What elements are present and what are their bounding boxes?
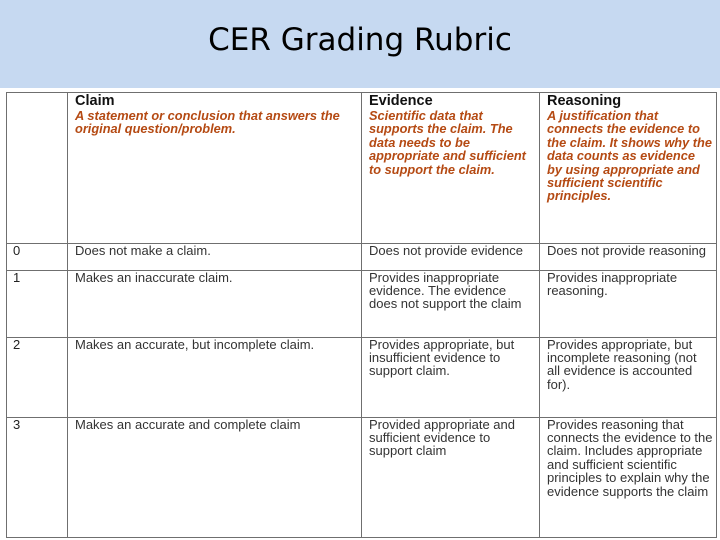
reasoning-cell: Provides inappropriate reasoning. <box>540 270 717 337</box>
table-row <box>7 243 717 270</box>
header-evidence: Evidence <box>362 93 540 110</box>
rubric-table <box>6 92 717 538</box>
score-cell: 2 <box>7 337 68 417</box>
definition-reasoning: A justification that connects the evidence to the claim. It shows why the data counts as evidence by using appropriate and sufficient scientific principles. <box>540 109 717 243</box>
definition-score <box>7 109 68 243</box>
claim-cell: Makes an inaccurate claim. <box>68 270 362 337</box>
definition-row <box>7 109 717 243</box>
score-cell: 3 <box>7 417 68 537</box>
claim-cell: Makes an accurate and complete claim <box>68 417 362 537</box>
evidence-cell: Provides appropriate, but insufficient evidence to support claim. <box>362 337 540 417</box>
header-row <box>7 93 717 110</box>
header-claim: Claim <box>68 93 362 110</box>
page-title-text: CER Grading Rubric <box>208 22 512 58</box>
table-row <box>7 337 717 417</box>
claim-cell: Does not make a claim. <box>68 243 362 270</box>
evidence-cell: Does not provide evidence <box>362 243 540 270</box>
definition-claim: A statement or conclusion that answers the original question/problem. <box>68 109 362 243</box>
score-cell: 1 <box>7 270 68 337</box>
evidence-cell: Provided appropriate and sufficient evidence to support claim <box>362 417 540 537</box>
reasoning-cell: Provides reasoning that connects the evidence to the claim. Includes appropriate and sufficient scientific principles to explain why the evidence supports the claim <box>540 417 717 537</box>
reasoning-cell: Does not provide reasoning <box>540 243 717 270</box>
header-reasoning: Reasoning <box>540 93 717 110</box>
claim-cell: Makes an accurate, but incomplete claim. <box>68 337 362 417</box>
evidence-cell: Provides inappropriate evidence. The evidence does not support the claim <box>362 270 540 337</box>
page-title <box>0 22 720 58</box>
reasoning-cell: Provides appropriate, but incomplete reasoning (not all evidence is accounted for). <box>540 337 717 417</box>
header-score <box>7 93 68 110</box>
table-row <box>7 417 717 537</box>
score-cell: 0 <box>7 243 68 270</box>
table-row <box>7 270 717 337</box>
definition-evidence: Scientific data that supports the claim. The data needs to be appropriate and sufficient to support the claim. <box>362 109 540 243</box>
